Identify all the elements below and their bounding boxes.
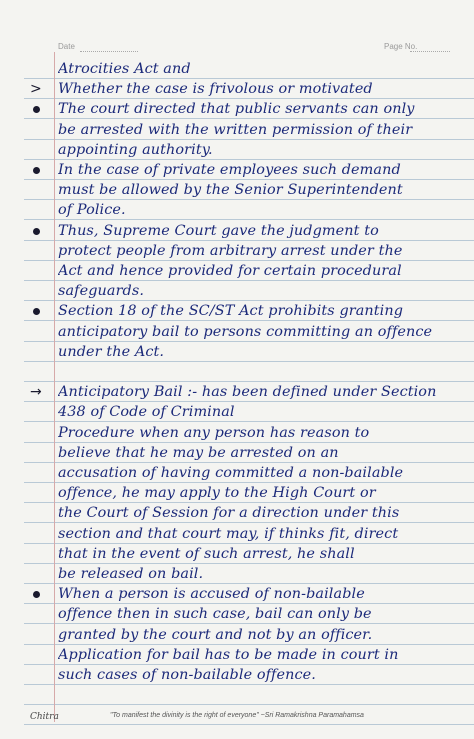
page-number-label: Page No. [384,42,418,51]
note-line: When a person is accused of non-bailable [58,586,365,603]
note-line: that in the event of such arrest, he shall [58,545,355,562]
note-line: must be allowed by the Senior Superintendent [58,182,403,199]
note-line: of Police. [58,202,126,219]
note-line: Application for bail has to be made in court in [58,646,399,663]
note-line: offence then in such case, bail can only be [58,606,372,623]
note-line: anticipatory bail to persons committing an offence [58,323,433,340]
note-line: section and that court may, if thinks fit, direct [58,525,399,542]
note-line: Act and hence provided for certain procedural [58,263,402,279]
note-line: Anticipatory Bail :- has been defined under Section [58,384,437,401]
note-line: In the case of private employees such demand [58,162,401,178]
note-line [58,363,470,382]
chevron-marker-icon: > [30,81,42,98]
date-label: Date [58,42,75,51]
note-line: under the Act. [58,343,165,360]
arrow-right-icon: → [30,384,42,401]
note-line: the Court of Session for a direction under this [58,505,400,522]
note-line: Whether the case is frivolous or motivated [58,81,373,98]
note-line: The court directed that public servants can only [58,101,415,118]
note-line: be arrested with the written permission of their [58,121,413,138]
note-line: granted by the court and not by an officer. [58,626,373,643]
bullet-dot-icon [30,161,52,180]
note-line: believe that he may be arrested on an [58,444,339,461]
bullet-dot-icon [30,100,52,119]
note-line: protect people from arbitrary arrest under the [58,242,403,259]
note-line: Atrocities Act and [58,61,191,77]
note-line: safeguards. [58,283,145,300]
bullet-dot-icon [30,222,52,241]
brand-logo: Chitra [30,712,59,722]
note-line: Section 18 of the SC/ST Act prohibits granting [58,303,404,320]
note-line: appointing authority. [58,141,213,158]
note-line: Thus, Supreme Court gave the judgment to [58,222,379,239]
note-line: accusation of having committed a non-bailable [58,465,404,481]
footer-quote: "To manifest the divinity is the right of everyone" ~Sri Ramakrishna Paramahamsa [110,712,364,719]
bullet-dot-icon [30,302,52,321]
note-line: offence, he may apply to the High Court or [58,485,376,502]
note-line: 438 of Code of Criminal [58,404,235,421]
note-line: Procedure when any person has reason to [58,424,370,441]
bullet-dot-icon [30,585,52,604]
note-line: such cases of non-bailable offence. [58,667,316,683]
note-line: be released on bail. [58,566,204,582]
edge-watermark [6,605,18,715]
